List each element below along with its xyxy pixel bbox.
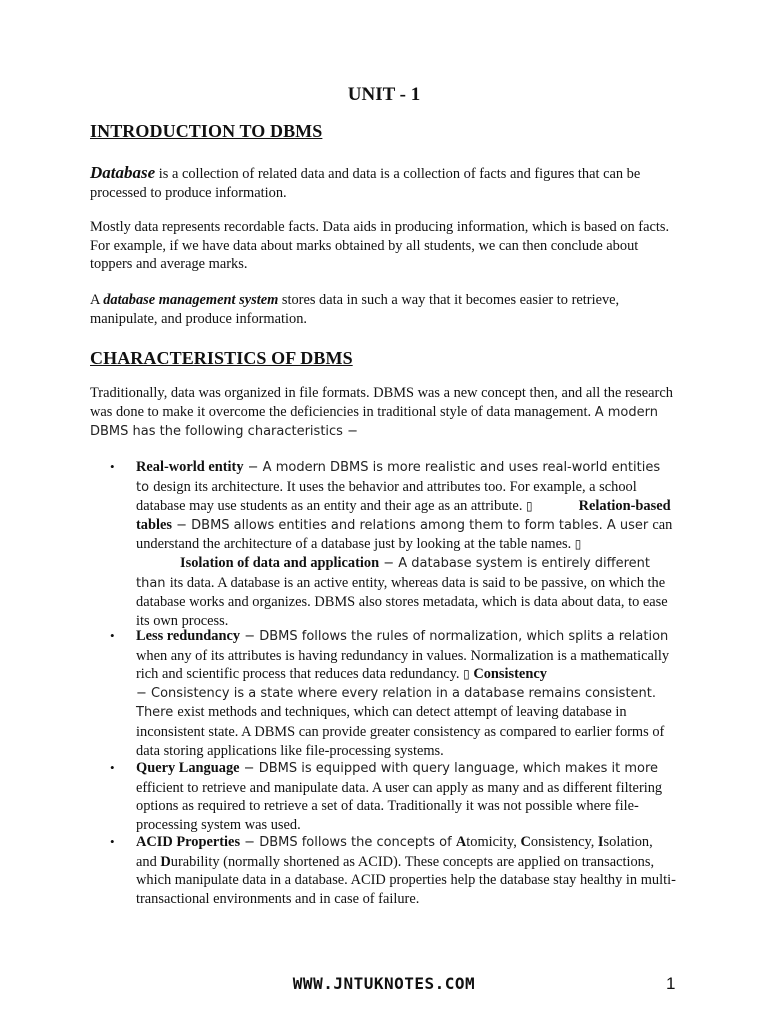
list-item-less-redundancy [136, 627, 676, 760]
item-title: Real-world entity [136, 459, 244, 475]
dbms-term: database management system [103, 292, 279, 308]
characteristics-intro-tail: A modern DBMS has the following characteristics − [90, 404, 658, 440]
intro-p3-lead: A [90, 292, 104, 308]
intro-paragraph-2: Mostly data represents recordable facts. Data aids in producing information, which is based on facts. For example, if we have data about marks obtained by all students, we can then conclude about toppers and average marks. [90, 219, 670, 273]
item-title: Query Language [136, 760, 240, 776]
characteristics-intro-text: Traditionally, data was organized in file formats. DBMS was a new concept then, and all the research was done to make it overcome the deficiencies in traditional style of data management. [90, 385, 673, 420]
item-text: when any of its attributes is having redundancy in values. Normalization is a mathematically rich and scientific process that reduces data redundancy. [136, 647, 670, 683]
item-text: solation, and [136, 834, 653, 870]
item-title: Less redundancy [136, 628, 241, 644]
acid-letter: I [597, 834, 604, 850]
acid-letter: C [520, 834, 531, 850]
item-text: − DBMS follows the concepts of [240, 835, 456, 850]
list-item-real-world-entity [136, 458, 676, 630]
item-text: urability (normally shortened as ACID). These concepts are applied on transactions, which manipulate data in a database. ACID properties help the database stay healthy in multi-transactional environments and in case of failure. [136, 853, 676, 907]
item-text: − Consistency is a state where every relation in a database remains consistent. There [136, 685, 657, 721]
bullet-marker: • [110, 459, 115, 474]
item-text: efficient to retrieve and manipulate data. A user can apply as many and as different filtering options as required to retrieve a set of data. Traditionally it was not possible where file-processing system was used. [136, 779, 663, 833]
database-term: Database [90, 163, 156, 182]
item-text: its data. A database is an active entity, whereas data is said to be passive, on which the database works and organizes. DBMS also stores metadata, which is data about data, to ease its own process. [136, 574, 668, 629]
unit-title: UNIT - 1 [347, 84, 421, 105]
intro-p1-text: is a collection of related data and data is a collection of facts and figures that can be processed to produce information. [90, 166, 641, 201]
bullet-marker: • [110, 628, 115, 643]
characteristics-intro [90, 384, 680, 442]
item-text: − A database system is entirely different than [136, 555, 651, 591]
item-text: − A modern DBMS is more realistic and uses real-world entities to [136, 460, 661, 495]
acid-letter: A [455, 834, 467, 850]
item-title: Isolation of data and application [180, 554, 380, 571]
item-text: tomicity, [466, 834, 521, 850]
list-item-acid-properties [136, 833, 676, 908]
list-item-query-language [136, 759, 676, 834]
item-title: Relation-based tables [136, 498, 671, 533]
missing-glyph-icon: ▯ [574, 537, 582, 552]
item-title: Consistency [473, 666, 547, 683]
missing-glyph-icon: ▯ [526, 499, 533, 514]
missing-glyph-icon: ▯ [463, 667, 470, 682]
item-text: − DBMS is equipped with query language, which makes it more [239, 761, 659, 776]
item-text: can understand the architecture of a database just by looking at the table names. [136, 516, 673, 553]
page-number: 1 [666, 974, 676, 993]
intro-paragraph-1 [90, 164, 680, 202]
intro-p3-text: stores data in such a way that it becomes easier to retrieve, manipulate, and produce information. [90, 292, 620, 327]
characteristics-heading: CHARACTERISTICS OF DBMS [90, 348, 353, 368]
item-text: − DBMS allows entities and relations among them to form tables. A user [171, 517, 653, 533]
item-text: onsistency, [530, 834, 598, 850]
bullet-marker: • [110, 834, 115, 849]
item-text: design its architecture. It uses the behavior and attributes too. For example, a school database may use students as an entity and their age as an attribute. [136, 478, 637, 515]
intro-heading: INTRODUCTION TO DBMS [90, 121, 323, 141]
footer-website: WWW.JNTUKNOTES.COM [292, 974, 476, 993]
intro-paragraph-3 [90, 291, 680, 328]
item-text: − DBMS follows the rules of normalization, which splits a relation [240, 629, 669, 644]
item-title: ACID Properties [136, 834, 241, 850]
acid-letter: D [160, 853, 171, 870]
item-text: exist methods and techniques, which can detect attempt of leaving database in inconsistent state. A DBMS can provide greater consistency as compared to earlier forms of data storing applications like file-processing systems. [136, 704, 665, 759]
bullet-marker: • [110, 760, 115, 775]
